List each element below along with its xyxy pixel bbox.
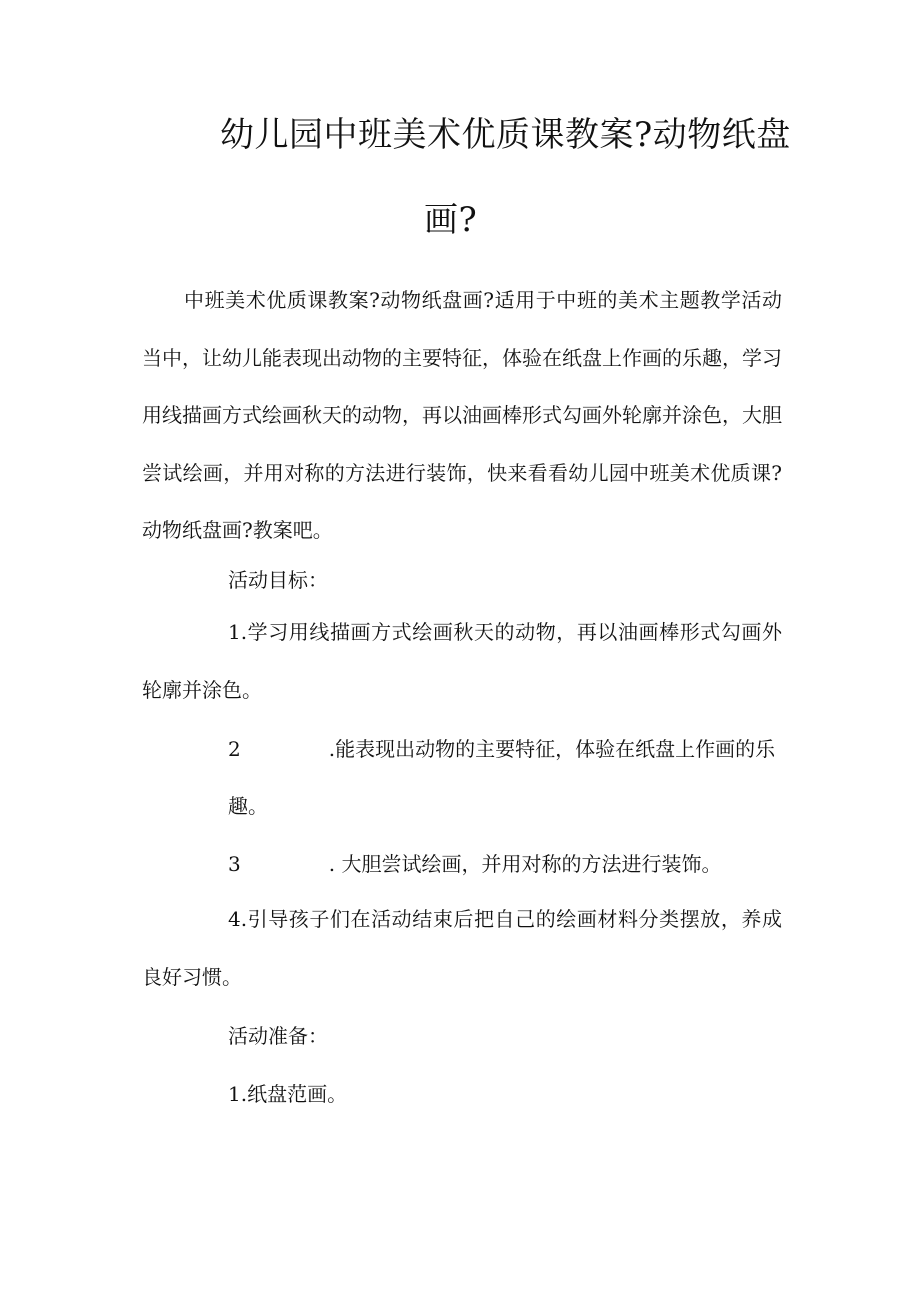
goal-text: .引导孩子们在活动结束后把自己的绘画材料分类摆放，养成良好习惯。 — [142, 907, 782, 989]
goal-number: 4 — [228, 907, 241, 931]
prep-number: 1 — [228, 1082, 241, 1106]
goal-text: . 大胆尝试绘画，并用对称的方法进行装饰。 — [328, 852, 722, 876]
goal-item-3 — [228, 850, 721, 878]
goal-item-1 — [142, 604, 782, 719]
goals-heading: 活动目标： — [228, 568, 328, 592]
prep-heading: 活动准备： — [228, 1024, 328, 1048]
goal-text: .学习用线描画方式绘画秋天的动物，再以油画棒形式勾画外轮廓并涂色。 — [142, 620, 782, 702]
prep-text: .纸盘范画。 — [240, 1082, 348, 1106]
goal-item-2 — [228, 735, 775, 763]
prep-item-1 — [228, 1080, 347, 1108]
goal-number: 1 — [228, 620, 241, 644]
document-title-line-2: 画? — [424, 200, 478, 240]
goal-number: 3 — [228, 852, 241, 876]
goal-text: .能表现出动物的主要特征，体验在纸盘上作画的乐 — [328, 737, 776, 761]
intro-paragraph: 中班美术优质课教案?动物纸盘画?适用于中班的美术主题教学活动当中，让幼儿能表现出动物的主要特征，体验在纸盘上作画的乐趣，学习用线描画方式绘画秋天的动物，再以油画棒形式勾画外轮廓并涂色，大胆尝试绘画，并用对称的方法进行装饰，快来看看幼儿园中班美术优质课?动物纸盘画?教案吧。 — [142, 288, 782, 542]
goal-item-2-continuation: 趣。 — [228, 794, 268, 818]
goal-item-4 — [142, 891, 782, 1006]
goal-number: 2 — [228, 737, 241, 761]
document-title-line-1: 幼儿园中班美术优质课教案?动物纸盘 — [220, 115, 791, 155]
